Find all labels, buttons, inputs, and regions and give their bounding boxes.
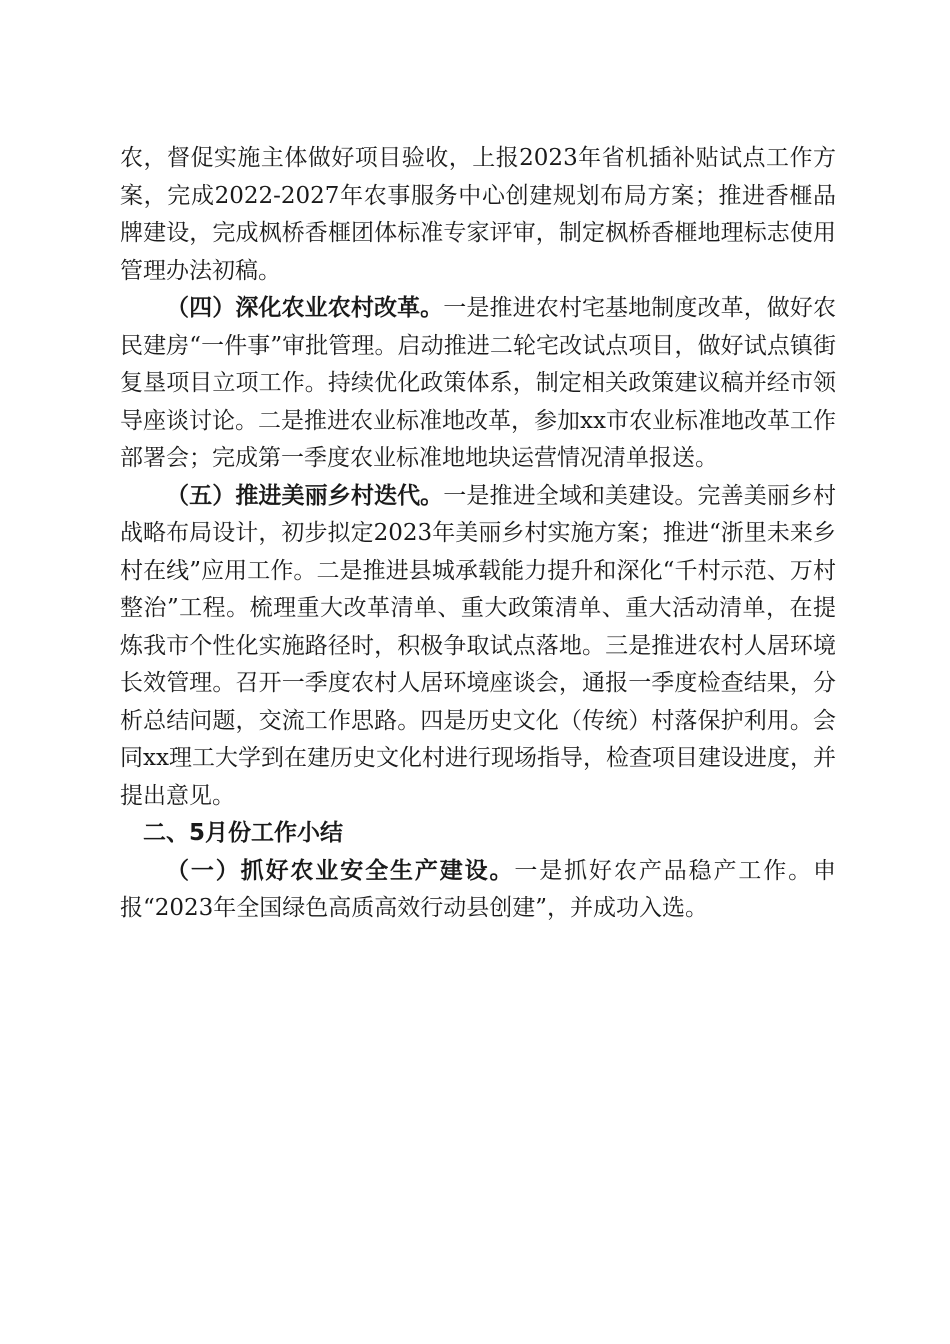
paragraph-text: 一是推进农村宅基地制度改革，做好农民建房“一件事”审批管理。启动推进二轮宅改试点项目，做好试点镇街复垦项目立项工作。持续优化政策体系，制定相关政策建议稿并经市领导座谈讨论。二是推进农业标准地改革，参加xx市农业标准地改革工作部署会；完成第一季度农业标准地地块运营情况清单报送。 [120,295,837,471]
paragraph-lead: （四）深化农业农村改革。 [166,295,444,321]
paragraph-lead: （五）推进美丽乡村迭代。 [166,482,444,509]
paragraph-safety-production [120,853,836,928]
section-heading: 二、5月份工作小结 [143,820,344,846]
paragraph-beautiful-village [120,478,836,816]
paragraph-lead: （一）抓好农业安全生产建设。 [166,857,515,884]
paragraph-rural-reform [120,290,836,478]
document-page [120,140,836,928]
paragraph-continuation [120,140,836,290]
paragraph-text: 农，督促实施主体做好项目验收，上报2023年省机插补贴试点工作方案，完成2022-2027年农事服务中心创建规划布局方案；推进香榧品牌建设，完成枫桥香榧团体标准专家评审，制定枫桥香榧地理标志使用管理办法初稿。 [120,145,836,284]
paragraph-text: 一是推进全域和美建设。完善美丽乡村战略布局设计，初步拟定2023年美丽乡村实施方案；推进“浙里未来乡村在线”应用工作。二是推进县城承载能力提升和深化“千村示范、万村整治”工程。梳理重大改革清单、重大政策清单、重大活动清单，在提炼我市个性化实施路径时，积极争取试点落地。三是推进农村人居环境长效管理。召开一季度农村人居环境座谈会，通报一季度检查结果，分析总结问题，交流工作思路。四是历史文化（传统）村落保护利用。会同xx理工大学到在建历史文化村进行现场指导，检查项目建设进度，并提出意见。 [120,482,837,809]
paragraph-text: 一是抓好农产品稳产工作。申报“2023年全国绿色高质高效行动县创建”，并成功入选。 [120,857,837,921]
